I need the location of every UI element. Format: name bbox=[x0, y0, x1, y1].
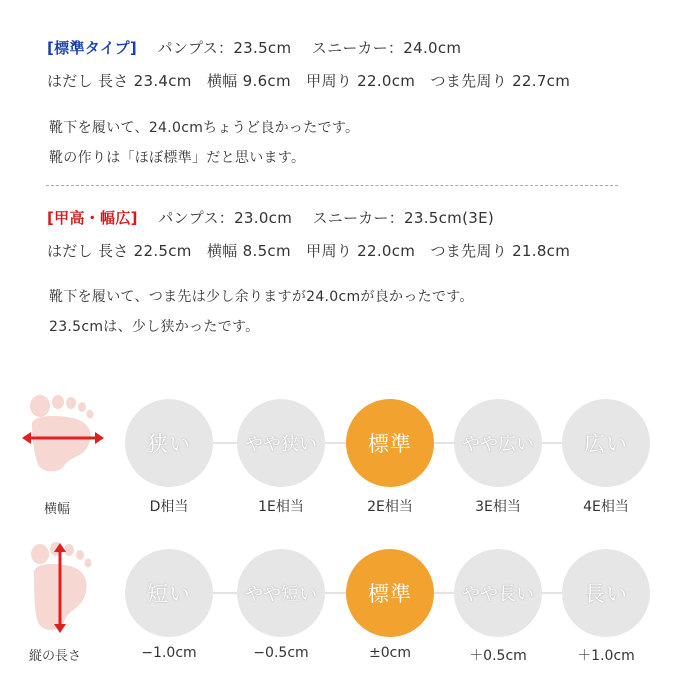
length-step-standard: 標準 bbox=[346, 549, 434, 637]
length-step-long: 長い bbox=[562, 549, 650, 637]
section-divider bbox=[46, 185, 618, 186]
wide-measures: はだし 長さ 22.5cm 横幅 8.5cm 甲周り 22.0cm つま先周り 21.8cm bbox=[47, 242, 571, 260]
length-step-short-sub: −1.0cm bbox=[141, 645, 197, 661]
length-step-slightly-long: やや長い bbox=[454, 549, 542, 637]
width-step-wide: 広い bbox=[562, 399, 650, 487]
width-step-slightly-wide-sub: 3E相当 bbox=[475, 499, 521, 515]
width-step-standard: 標準 bbox=[346, 399, 434, 487]
wide-tag: [甲高・幅広] bbox=[47, 209, 138, 227]
width-step-narrow-sub: D相当 bbox=[149, 499, 189, 515]
width-step-standard-sub: 2E相当 bbox=[367, 499, 413, 515]
width-step-slightly-wide: やや広い bbox=[454, 399, 542, 487]
standard-sizes: パンプス：23.5cm スニーカー：24.0cm bbox=[157, 39, 462, 57]
width-scale-label: 横幅 bbox=[44, 502, 71, 517]
width-step-wide-sub: 4E相当 bbox=[583, 499, 629, 515]
length-step-long-sub: ＋1.0cm bbox=[577, 648, 635, 664]
length-step-slightly-short-sub: −0.5cm bbox=[253, 645, 309, 661]
standard-note-1: 靴下を履いて、24.0cmちょうど良かったです。 bbox=[49, 120, 360, 136]
width-step-slightly-narrow: やや狭い bbox=[237, 399, 325, 487]
length-step-slightly-long-sub: ＋0.5cm bbox=[469, 648, 527, 664]
wide-sizes-line bbox=[47, 207, 494, 228]
wide-note-1: 靴下を履いて、つま先は少し余りますが24.0cmが良かったです。 bbox=[49, 289, 474, 305]
length-foot-icon bbox=[22, 540, 102, 635]
standard-measures: はだし 長さ 23.4cm 横幅 9.6cm 甲周り 22.0cm つま先周り 22.7cm bbox=[47, 72, 571, 90]
standard-note-2: 靴の作りは「ほぼ標準」だと思います。 bbox=[49, 150, 306, 166]
length-step-slightly-short: やや短い bbox=[237, 549, 325, 637]
standard-tag: [標準タイプ] bbox=[47, 39, 138, 57]
wide-note-2: 23.5cmは、少し狭かったです。 bbox=[49, 319, 260, 335]
length-scale-label: 縦の長さ bbox=[29, 649, 82, 664]
length-step-standard-sub: ±0cm bbox=[369, 645, 411, 661]
wide-sizes: パンプス：23.0cm スニーカー：23.5cm(3E) bbox=[158, 209, 494, 227]
standard-sizes-line bbox=[47, 37, 461, 58]
width-step-slightly-narrow-sub: 1E相当 bbox=[258, 499, 304, 515]
width-foot-icon bbox=[18, 394, 108, 474]
width-step-narrow: 狭い bbox=[125, 399, 213, 487]
length-step-short: 短い bbox=[125, 549, 213, 637]
